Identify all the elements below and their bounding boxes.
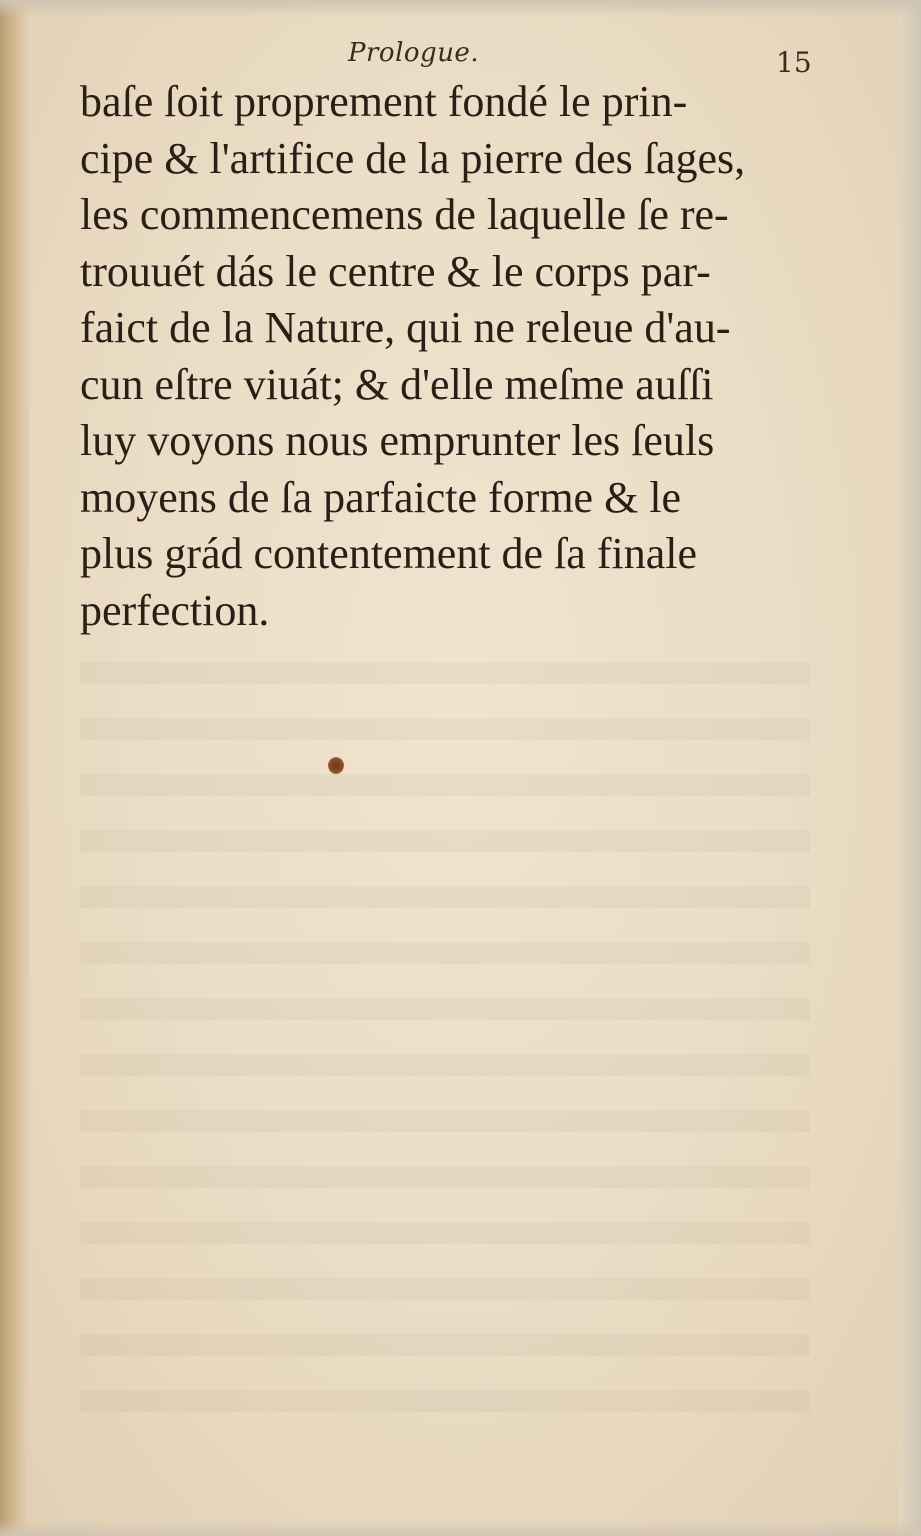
binding-gutter (0, 0, 30, 1536)
text-line: moyens de ſa parfaicte forme & le (80, 472, 682, 522)
text-line: luy voyons nous emprunter les ſeuls (80, 416, 715, 465)
page-edge-top (0, 0, 921, 18)
text-line: perfection. (80, 585, 270, 635)
ink-stain (328, 757, 344, 774)
text-line: cun eſtre viuát; & d'elle meſme auſſi (80, 359, 714, 409)
text-line: cipe & l'artifice de la pierre des ſages, (80, 133, 746, 183)
page-number: 15 (776, 46, 812, 79)
page-edge-bottom (0, 1520, 921, 1536)
page-edge-right (899, 0, 921, 1536)
body-text (80, 74, 820, 639)
text-line: trouuét dás le centre & le corps par- (80, 246, 711, 296)
text-line: plus grád contentement de ſa finale (80, 529, 697, 578)
running-head: Prologue. (348, 38, 480, 68)
text-line: baſe ſoit proprement fondé le prin- (80, 77, 688, 126)
text-line: les commencemens de laquelle ſe re- (80, 190, 729, 239)
text-line: faict de la Nature, qui ne releue d'au- (80, 303, 731, 352)
show-through-text (80, 640, 810, 1420)
